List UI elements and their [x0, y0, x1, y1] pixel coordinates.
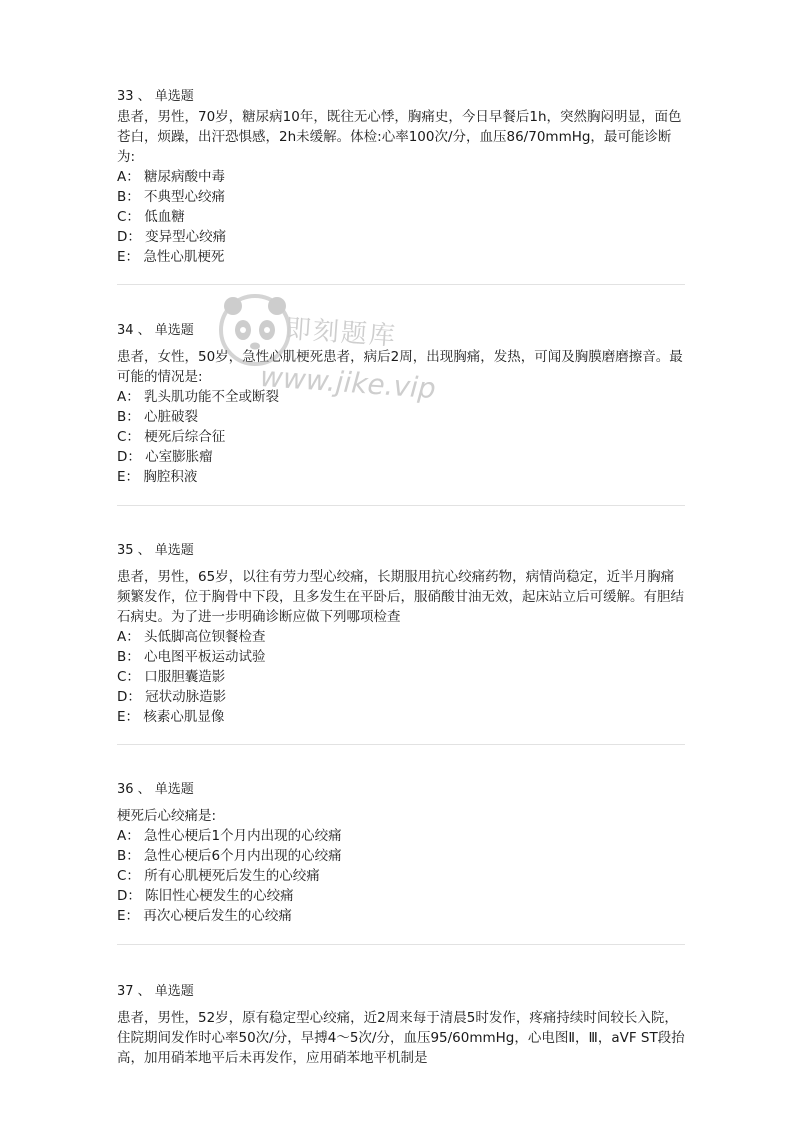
question-divider — [117, 744, 685, 745]
option-e: E： 急性心肌梗死 — [117, 249, 225, 265]
question-stem: 患者，男性，52岁，原有稳定型心绞痛，近2周来每于清晨5时发作，疼痛持续时间较长入院，住院期间发作时心率50次/分，早搏4～5次/分，血压95/60mmHg，心电图Ⅱ，Ⅲ，aVF ST段抬高，加用硝苯地平后未再发作，应用硝苯地平机制是 — [117, 1010, 685, 1066]
option-b: B： 急性心梗后6个月内出现的心绞痛 — [117, 848, 342, 864]
option-c: C： 低血糖 — [117, 209, 185, 225]
watermark-brand: 即刻题库 — [283, 314, 398, 352]
option-a: A： 急性心梗后1个月内出现的心绞痛 — [117, 828, 342, 844]
question-divider — [117, 944, 685, 945]
option-c: C： 梗死后综合征 — [117, 429, 226, 445]
question-35 — [117, 541, 687, 727]
question-number: 34 、 单选题 — [117, 323, 194, 338]
option-a: A： 头低脚高位钡餐检查 — [117, 629, 266, 645]
watermark-url: www.jike.vip — [259, 359, 437, 406]
question-number: 33 、 单选题 — [117, 89, 194, 104]
option-b: B： 心脏破裂 — [117, 409, 199, 425]
question-34 — [117, 321, 687, 487]
option-d: D： 陈旧性心梗发生的心绞痛 — [117, 888, 294, 904]
option-e: E： 胸腔积液 — [117, 469, 198, 485]
question-number: 36 、 单选题 — [117, 782, 194, 797]
option-d: D： 心室膨胀瘤 — [117, 449, 213, 465]
option-a: A： 乳头肌功能不全或断裂 — [117, 389, 280, 405]
question-number: 37 、 单选题 — [117, 984, 194, 999]
option-e: E： 再次心梗后发生的心绞痛 — [117, 908, 292, 924]
question-stem: 梗死后心绞痛是: — [117, 808, 217, 824]
option-b: B： 不典型心绞痛 — [117, 189, 226, 205]
option-d: D： 变异型心绞痛 — [117, 229, 227, 245]
question-divider — [117, 505, 685, 506]
question-36 — [117, 780, 687, 926]
option-c: C： 所有心肌梗死后发生的心绞痛 — [117, 868, 320, 884]
question-number: 35 、 单选题 — [117, 543, 194, 558]
option-a: A： 糖尿病酸中毒 — [117, 169, 226, 185]
question-33 — [117, 87, 687, 267]
question-stem: 患者，男性，65岁，以往有劳力型心绞痛，长期服用抗心绞痛药物，病情尚稳定，近半月胸痛频繁发作，位于胸骨中下段，且多发生在平卧后，服硝酸甘油无效，起床站立后可缓解。有胆结石病史。为了进一步明确诊断应做下列哪项检查 — [117, 569, 684, 625]
question-37 — [117, 982, 687, 1068]
question-stem: 患者，男性，70岁，糖尿病10年，既往无心悸，胸痛史，今日早餐后1h，突然胸闷明显，面色苍白，烦躁，出汗恐惧感，2h未缓解。体检:心率100次/分，血压86/70mmHg，最可能诊断为: — [117, 109, 682, 165]
option-c: C： 口服胆囊造影 — [117, 669, 226, 685]
question-stem: 患者，女性，50岁，急性心肌梗死患者，病后2周，出现胸痛，发热，可闻及胸膜磨磨擦音。最可能的情况是: — [117, 349, 683, 385]
option-b: B： 心电图平板运动试验 — [117, 649, 266, 665]
option-e: E： 核素心肌显像 — [117, 709, 225, 725]
option-d: D： 冠状动脉造影 — [117, 689, 227, 705]
question-divider — [117, 284, 685, 285]
